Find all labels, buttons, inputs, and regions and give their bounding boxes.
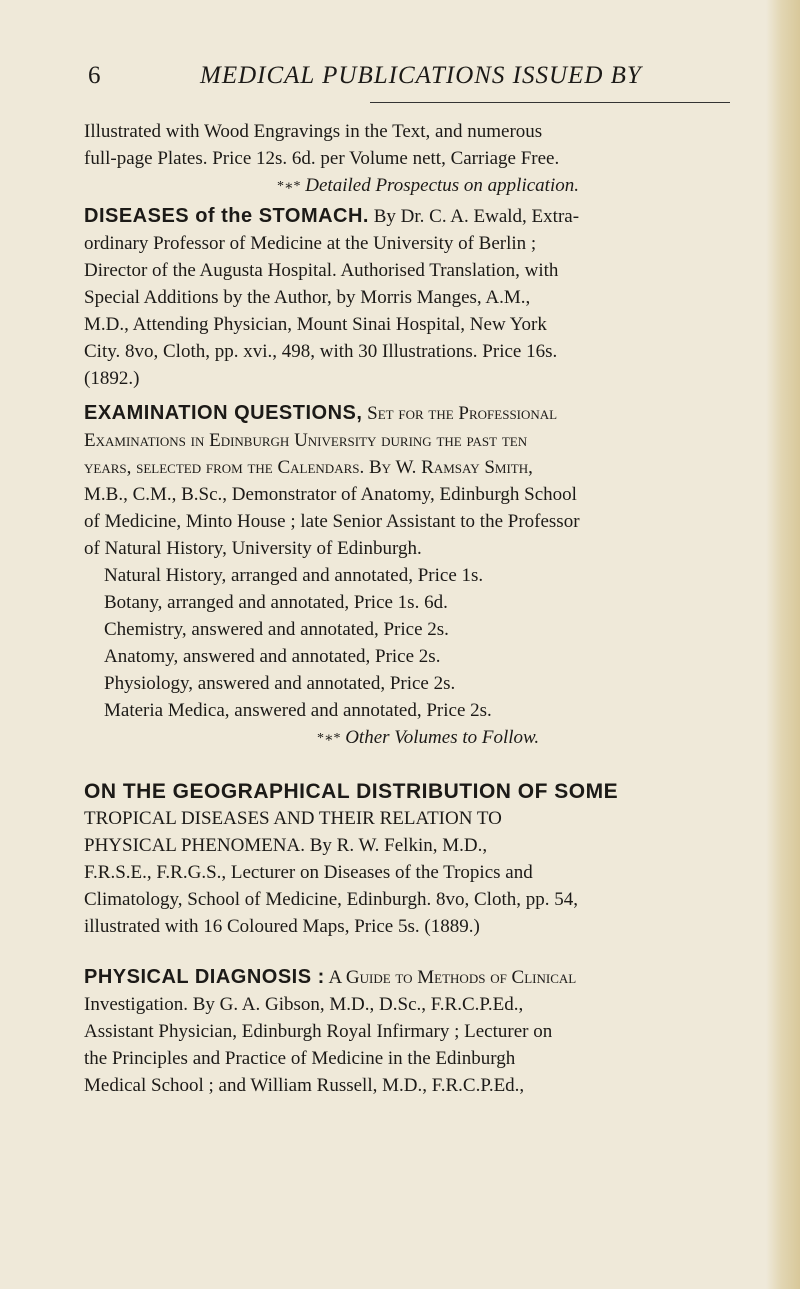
entry-line: F.R.S.E., F.R.G.S., Lecturer on Diseases of the Tropics and: [84, 862, 533, 883]
entry-examination-questions: [84, 400, 772, 752]
subject-item: Materia Medica, answered and annotated, Price 2s.: [104, 700, 492, 721]
entry-heading: DISEASES of the STOMACH.: [84, 205, 369, 227]
entry-line: of Medicine, Minto House ; late Senior Assistant to the Professor: [84, 511, 580, 532]
entry-line: ordinary Professor of Medicine at the University of Berlin ;: [84, 233, 537, 254]
subject-item: Botany, arranged and annotated, Price 1s. 6d.: [104, 592, 448, 613]
follow-text: Other Volumes to Follow.: [345, 727, 540, 748]
entry-line: Set for the Professional: [362, 403, 558, 424]
entry-line: Climatology, School of Medicine, Edinburgh. 8vo, Cloth, pp. 54,: [84, 889, 578, 910]
entry-line: Investigation. By G. A. Gibson, M.D., D.Sc., F.R.C.P.Ed.,: [84, 994, 524, 1015]
entry-line: City. 8vo, Cloth, pp. xvi., 498, with 30 Illustrations. Price 16s.: [84, 341, 558, 362]
entry-diseases-of-the-stomach: [84, 203, 772, 392]
entry-geographical-distribution: [84, 778, 772, 940]
entry-heading: EXAMINATION QUESTIONS,: [84, 402, 363, 424]
entry-line: A Guide to Methods of Clinical: [324, 967, 577, 988]
entry-line: Special Additions by the Author, by Morris Manges, A.M.,: [84, 287, 531, 308]
prospectus-note: [84, 172, 772, 200]
entry-line: illustrated with 16 Coloured Maps, Price 5s. (1889.): [84, 916, 480, 937]
entry-line: PHYSICAL PHENOMENA. By R. W. Felkin, M.D.,: [84, 835, 488, 856]
entry-line: of Natural History, University of Edinburgh.: [84, 538, 422, 559]
entry-line: By Dr. C. A. Ewald, Extra-: [369, 206, 580, 227]
running-head: MEDICAL PUBLICATIONS ISSUED BY: [200, 62, 642, 89]
entry-line: (1892.): [84, 368, 140, 389]
prospectus-text: Detailed Prospectus on application.: [305, 175, 579, 196]
subject-item: Anatomy, answered and annotated, Price 2s.: [104, 646, 441, 667]
entry-heading: PHYSICAL DIAGNOSIS :: [84, 966, 325, 988]
entry-heading: ON THE GEOGRAPHICAL DISTRIBUTION OF SOME: [84, 780, 619, 803]
entry-line: the Principles and Practice of Medicine in the Edinburgh: [84, 1048, 516, 1069]
intro-line: full-page Plates. Price 12s. 6d. per Volume nett, Carriage Free.: [84, 148, 560, 169]
follow-note: [84, 724, 772, 752]
entry-line: years, selected from the Calendars. By W. Ramsay Smith,: [84, 457, 533, 478]
subject-item: Chemistry, answered and annotated, Price 2s.: [104, 619, 449, 640]
entry-line: TROPICAL DISEASES AND THEIR RELATION TO: [84, 808, 502, 829]
asterism: *∗*: [277, 179, 301, 195]
entry-line: Examinations in Edinburgh University during the past ten: [84, 430, 528, 451]
subject-item: Natural History, arranged and annotated, Price 1s.: [104, 565, 484, 586]
subject-item: Physiology, answered and annotated, Price 2s.: [104, 673, 456, 694]
entry-line: M.D., Attending Physician, Mount Sinai Hospital, New York: [84, 314, 547, 335]
page-number: 6: [88, 62, 102, 89]
intro-paragraph: [84, 118, 772, 200]
entry-physical-diagnosis: [84, 964, 772, 1099]
entry-line: Assistant Physician, Edinburgh Royal Infirmary ; Lecturer on: [84, 1021, 553, 1042]
entry-line: M.B., C.M., B.Sc., Demonstrator of Anatomy, Edinburgh School: [84, 484, 577, 505]
asterism: *∗*: [316, 731, 341, 747]
intro-line: Illustrated with Wood Engravings in the Text, and numerous: [84, 121, 543, 142]
page-header: [60, 62, 772, 94]
entry-line: Director of the Augusta Hospital. Authorised Translation, with: [84, 260, 559, 281]
header-rule: [370, 102, 730, 103]
entry-line: Medical School ; and William Russell, M.D., F.R.C.P.Ed.,: [84, 1075, 525, 1096]
